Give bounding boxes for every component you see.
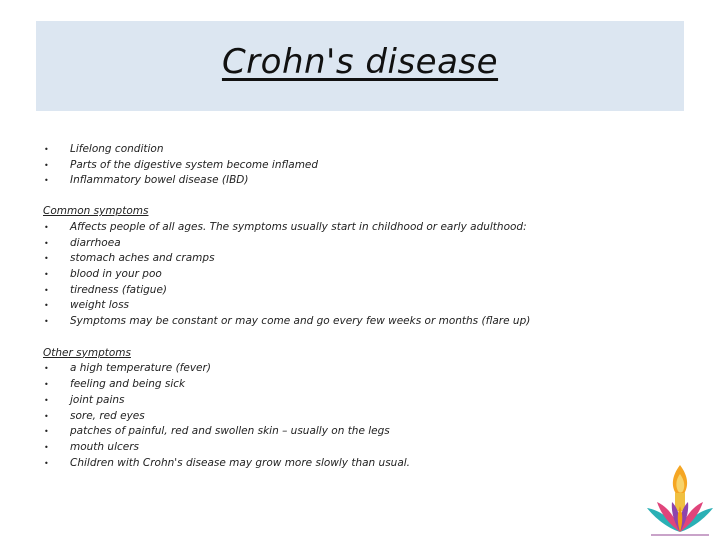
list-item: • Inflammatory bowel disease (IBD): [43, 173, 683, 189]
list-item: • Lifelong condition: [43, 142, 683, 158]
common-symptoms-list: [43, 220, 683, 330]
other-symptoms-heading: Other symptoms: [43, 346, 131, 359]
list-item: • patches of painful, red and swollen skin – usually on the legs: [43, 424, 683, 440]
other-symptoms-list: [43, 361, 683, 471]
intro-list: [43, 142, 683, 189]
lotus-flame-logo-icon: [641, 462, 719, 538]
common-symptoms-heading: Common symptoms: [43, 205, 149, 218]
list-item: • stomach aches and cramps: [43, 251, 683, 267]
list-item: • a high temperature (fever): [43, 361, 683, 377]
list-item: • joint pains: [43, 393, 683, 409]
list-item: • Affects people of all ages. The symptoms usually start in childhood or early adulthood:: [43, 220, 683, 236]
list-item: • Symptoms may be constant or may come and go every few weeks or months (flare up): [43, 314, 683, 330]
list-item: • blood in your poo: [43, 267, 683, 283]
list-item: • feeling and being sick: [43, 377, 683, 393]
list-item: • tiredness (fatigue): [43, 283, 683, 299]
slide-body: [43, 142, 683, 471]
slide-title: Crohn's disease: [221, 42, 499, 82]
list-item: • weight loss: [43, 298, 683, 314]
list-item: • Parts of the digestive system become inflamed: [43, 158, 683, 174]
list-item: • sore, red eyes: [43, 409, 683, 425]
list-item: • Children with Crohn's disease may grow more slowly than usual.: [43, 456, 683, 472]
list-item: • mouth ulcers: [43, 440, 683, 456]
list-item: • diarrhoea: [43, 236, 683, 252]
